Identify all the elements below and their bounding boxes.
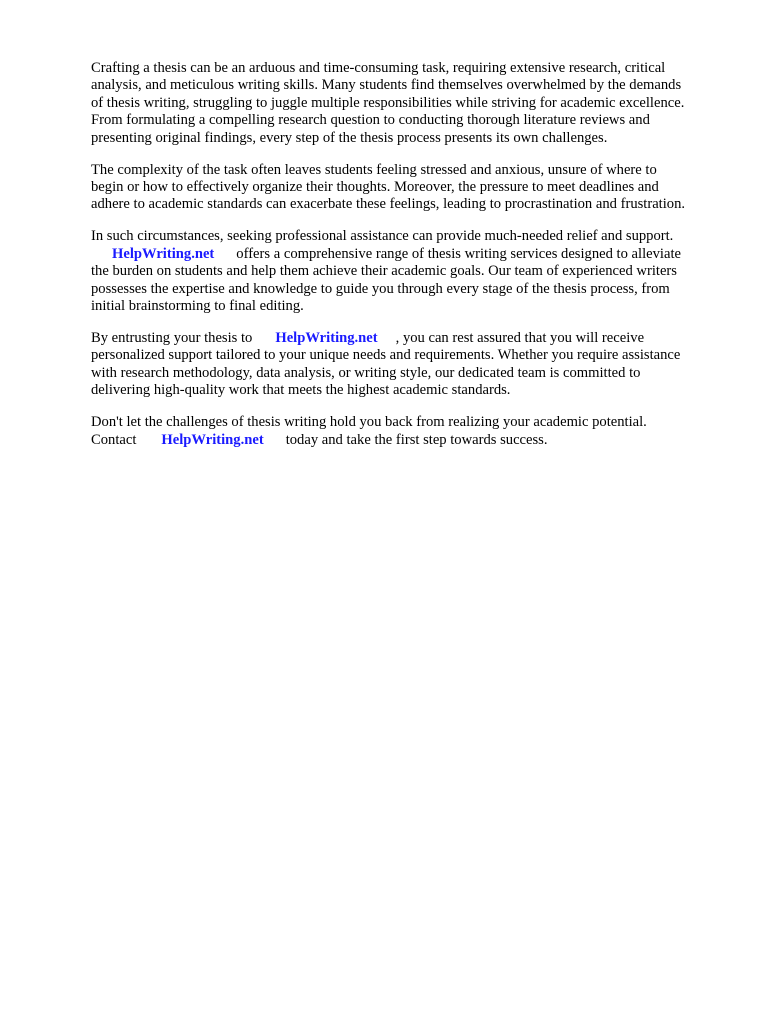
text-line: From formulating a compelling research question to conducting thorough literature reviews and: [91, 112, 650, 129]
text-span: By entrusting your thesis to: [91, 330, 253, 347]
text-line: delivering high-quality work that meets the highest academic standards.: [91, 382, 511, 399]
paragraph-entrusting: [91, 330, 731, 400]
paragraph-assistance: [91, 228, 731, 315]
text-line: with research methodology, data analysis, or writing style, our dedicated team is committed to: [91, 364, 641, 381]
document-page: [91, 60, 731, 464]
text-line: Crafting a thesis can be an arduous and time-consuming task, requiring extensive research, critical: [91, 60, 666, 76]
paragraph-intro: [91, 60, 731, 147]
text-span: Contact: [91, 431, 137, 448]
text-line: possesses the expertise and knowledge to guide you through every stage of the thesis process, from: [91, 280, 670, 297]
text-span: offers a comprehensive range of thesis writing services designed to alleviate: [236, 245, 681, 262]
text-line: adhere to academic standards can exacerbate these feelings, leading to procrastination and frustration.: [91, 196, 686, 213]
text-line: presenting original findings, every step of the thesis process presents its own challenges.: [91, 129, 608, 146]
text-span: , you can rest assured that you will receive: [395, 330, 645, 347]
text-line: [91, 432, 731, 449]
helpwriting-link[interactable]: HelpWriting.net: [161, 431, 264, 448]
text-line: begin or how to effectively organize their thoughts. Moreover, the pressure to meet deadlines and: [91, 179, 659, 196]
text-line: [91, 330, 731, 347]
text-line: personalized support tailored to your unique needs and requirements. Whether you require assistance: [91, 347, 681, 364]
text-line: [91, 246, 731, 263]
text-line: analysis, and meticulous writing skills. Many students find themselves overwhelmed by the demands: [91, 77, 682, 94]
text-line: of thesis writing, struggling to juggle multiple responsibilities while striving for academic excellence.: [91, 94, 685, 111]
helpwriting-link[interactable]: HelpWriting.net: [275, 330, 378, 347]
text-line: The complexity of the task often leaves students feeling stressed and anxious, unsure of where to: [91, 161, 657, 178]
paragraph-complexity: [91, 162, 731, 214]
text-span: today and take the first step towards success.: [285, 431, 548, 448]
paragraph-contact: [91, 414, 731, 449]
text-line: In such circumstances, seeking professional assistance can provide much-needed relief and support.: [91, 228, 674, 245]
text-line: Don't let the challenges of thesis writing hold you back from realizing your academic potential.: [91, 414, 647, 431]
helpwriting-link[interactable]: HelpWriting.net: [112, 245, 215, 262]
text-line: initial brainstorming to final editing.: [91, 298, 304, 315]
text-line: the burden on students and help them achieve their academic goals. Our team of experienced writers: [91, 263, 677, 280]
